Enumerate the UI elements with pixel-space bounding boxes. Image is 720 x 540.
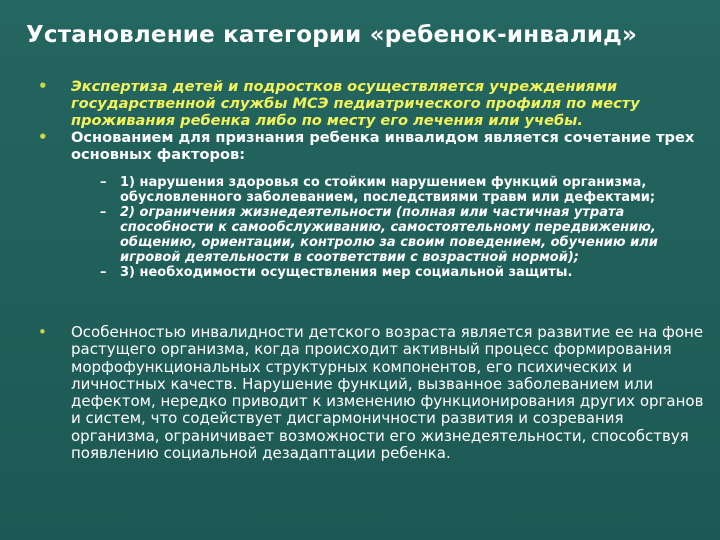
bullet-dot-icon: • [38,77,48,95]
dash-icon: – [100,265,107,280]
bullet-dot-icon: • [38,128,48,146]
sub-item-2 [100,205,708,265]
bullet-item-2 [38,129,708,163]
sub-item-1 [100,175,708,205]
bullet-text-3: Особенностью инвалидности детского возраста является развитие ее на фоне растущего организма, когда происходит активный процесс формирования морфофункциональных структурных компонентов, его психических и личностных качеств. Нарушение функций, вызванное заболеванием или дефектом, нередко приводит к изменению функционирования других органов и систем, что содействует дисгармоничности развития и созревания организма, ограничивает возможности его жизнедеятельности, способствуя появлению социальной дезадаптации ребенка. [71,323,704,463]
bullet-dot-icon: • [38,323,47,341]
bullet-text-2: Основанием для признания ребенка инвалидом является сочетание трех основных факторов: [71,129,695,163]
dash-icon: – [100,175,107,190]
sub-text-3: 3) необходимости осуществления мер социальной защиты. [120,265,573,280]
dash-icon: – [100,205,107,220]
bullet-item-1 [38,78,708,129]
sub-text-1: 1) нарушения здоровья со стойким нарушением функций организма, обусловленного заболеванием, последствиями травм или дефектами; [120,175,656,205]
bullet-item-3 [38,324,708,462]
sub-item-3 [100,265,708,280]
slide-content [38,78,708,462]
sub-text-2: 2) ограничения жизнедеятельности (полная или частичная утрата способности к самообслуживанию, самостоятельному передвижению, общению, ориентации, контролю за своим поведением, обучению или игровой деятельности в соответствии с возрастной нормой); [120,205,658,265]
bullet-text-1: Экспертиза детей и подростков осуществляется учреждениями государственной службы МСЭ педиатрического профиля по месту проживания ребенка либо по месту его лечения или учебы. [71,78,640,129]
slide-title: Установление категории «ребенок-инвалид» [26,22,638,48]
